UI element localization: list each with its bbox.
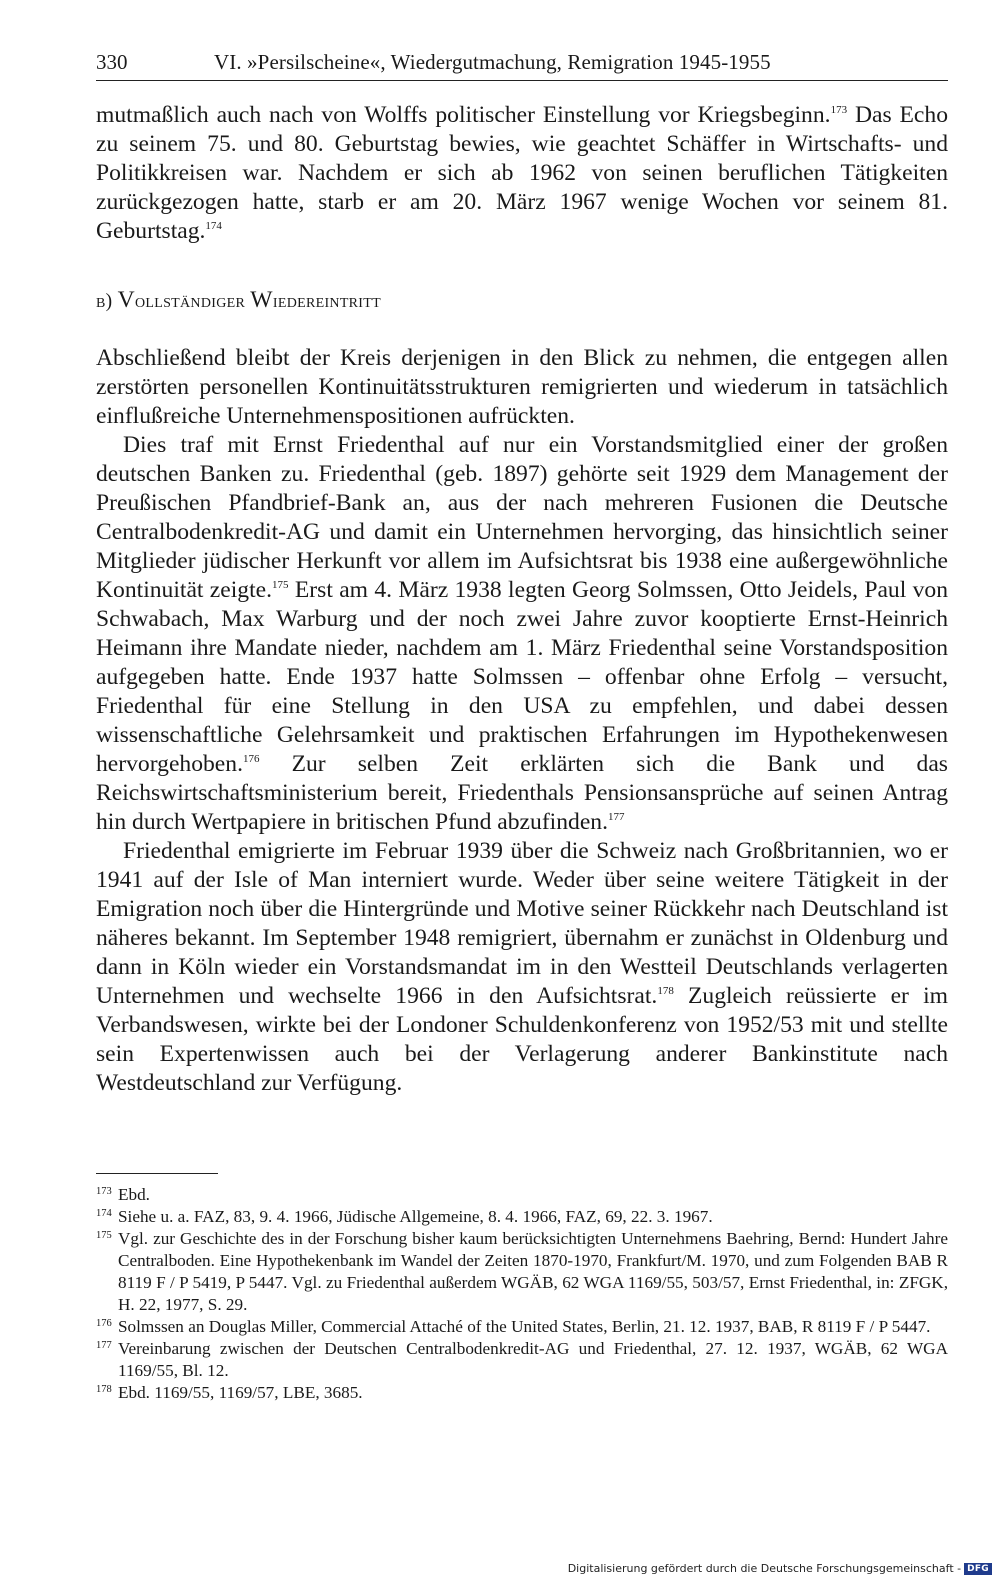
footnote: [96, 1316, 948, 1338]
page-number: 330: [96, 50, 128, 74]
footnote-number: 173: [96, 1186, 112, 1197]
header-rule: [96, 80, 948, 81]
footnote-text: Siehe u. a. FAZ, 83, 9. 4. 1966, Jüdische Allgemeine, 8. 4. 1966, FAZ, 69, 22. 3. 1967.: [118, 1207, 713, 1226]
paragraph-text: Das Echo zu seinem 75. und 80. Geburtstag bewies, wie geachtet Schäffer in Wirtschafts- und Politikkreisen war. Nachdem er sich ab 1962 von seinen beruflichen Tätigkeiten zurückgezogen hatte, starb er am 20. März 1967 wenige Wochen vor seinem 81. Geburtstag.: [96, 102, 949, 244]
footnote-number: 174: [96, 1208, 112, 1219]
footnote-number: 176: [96, 1318, 112, 1329]
dfg-logo: DFG: [964, 1563, 992, 1575]
footnote-number: 178: [96, 1384, 112, 1395]
footnote: [96, 1206, 948, 1228]
body-text: [96, 101, 948, 1098]
footnote-ref: 173: [830, 104, 848, 116]
footnote: [96, 1338, 948, 1382]
section-title-part: iedereintritt: [272, 291, 381, 312]
section-heading: [96, 286, 948, 316]
footnote-number: 177: [96, 1340, 112, 1351]
footnote-rule: [96, 1173, 218, 1174]
footnote-text: Solmssen an Douglas Miller, Commercial Attaché of the United States, Berlin, 21. 12. 1937, BAB, R 8119 F / P 5447.: [118, 1317, 931, 1336]
paragraph-text: Dies traf mit Ernst Friedenthal auf nur ein Vorstandsmitglied einer der großen deutschen Banken zu. Friedenthal (geb. 1897) gehörte seit 1929 dem Management der Preußischen Pfandbrief-Bank an, aus der nach mehreren Fusionen die Deutsche Centralbodenkredit-AG und damit ein Unternehmen hervorging, das hinsichtlich seiner Mitglieder jüdischer Herkunft vor allem im Aufsichtsrat bis 1938 eine außergewöhnliche Kontinuität zeigte.: [96, 432, 948, 603]
paragraph-text: Friedenthal emigrierte im Februar 1939 über die Schweiz nach Großbritannien, wo er 1941 auf der Isle of Man interniert wurde. Weder über seine weitere Tätigkeit in der Emigration noch über die Hintergründe und Motive seiner Rückkehr nach Deutschland ist näheres bekannt. Im September 1948 remigriert, übernahm er zunächst in Oldenburg und dann in Köln wieder ein Vorstandsmandat im in den Westteil Deutschlands verlagerten Unternehmen und wechselte 1966 in den Aufsichtsrat.: [96, 838, 948, 1009]
footnote-text: Vereinbarung zwischen der Deutschen Centralbodenkredit-AG und Friedenthal, 27. 12. 1937, WGÄB, 62 WGA 1169/55, Bl. 12.: [118, 1339, 948, 1380]
paragraph: [96, 344, 948, 431]
paragraph-text: Zugleich reüssierte er im Verbandswesen, wirkte bei der Londoner Schuldenkonferenz von 1952/53 mit und stellte sein Expertenwissen auch bei der Verlagerung anderer Bankinstitute nach Westdeutschland zur Verfügung.: [96, 983, 948, 1096]
footnote: [96, 1382, 948, 1404]
running-head: [96, 44, 948, 80]
footnote-number: 175: [96, 1230, 112, 1241]
credit-text: Digitalisierung gefördert durch die Deutsche Forschungsgemeinschaft -: [567, 1562, 962, 1575]
footnote-text: Vgl. zur Geschichte des in der Forschung bisher kaum berücksichtigten Unternehmens Baehring, Bernd: Hundert Jahre Centralboden. Eine Hypothekenbank im Wandel der Zeiten 1870-1970, Frankfurt/M. 1970, und zum Folgenden BAB R 8119 F / P 5419, P 5447. Vgl. zu Friedenthal außerdem WGÄB, 62 WGA 1169/55, 503/57, Ernst Friedenthal, in: ZFGK, H. 22, 1977, S. 29.: [118, 1229, 948, 1314]
footnote-ref: 177: [608, 811, 625, 823]
footnote-ref: 176: [242, 753, 260, 765]
footnote-text: Ebd. 1169/55, 1169/57, LBE, 3685.: [118, 1383, 363, 1402]
section-initial: V: [117, 287, 135, 313]
footnotes: [96, 1184, 948, 1404]
footnote: [96, 1184, 948, 1206]
section-initial: W: [250, 287, 273, 313]
paragraph: [96, 101, 948, 246]
footnote-ref: 174: [205, 220, 222, 232]
paragraph-text: Abschließend bleibt der Kreis derjenigen in den Blick zu nehmen, die entgegen allen zerstörten personellen Kontinuitätsstrukturen remigrierten und wiederum in tatsächlich einflußreiche Unternehmenspositionen aufrückten.: [96, 345, 948, 429]
footnote-ref: 178: [657, 985, 674, 997]
paragraph-text: Erst am 4. März 1938 legten Georg Solmssen, Otto Jeidels, Paul von Schwabach, Max Warburg und der noch zwei Jahre zuvor kooptierte Ernst-Heinrich Heimann ihre Mandate nieder, nachdem am 1. März Friedenthal seine Vorstandsposition aufgegeben hatte. Ende 1937 hatte Solmssen – offenbar ohne Erfolg – versucht, Friedenthal für eine Stellung in den USA zu empfehlen, und dabei dessen wissenschaftliche Gelehrsamkeit und praktischen Erfahrungen im Hypothekenwesen hervorgehoben.: [96, 577, 948, 777]
paragraph-text: mutmaßlich auch nach von Wolffs politischer Einstellung vor Kriegsbeginn.: [96, 102, 831, 128]
section-title-part: ollständiger: [134, 291, 251, 312]
footnote-ref: 175: [272, 579, 289, 591]
footnote: [96, 1228, 948, 1316]
digitization-credit: [568, 1562, 992, 1576]
paragraph: [96, 837, 948, 1098]
section-label: b): [96, 291, 113, 312]
running-title: VI. »Persilscheine«, Wiedergutmachung, Remigration 1945-1955: [214, 50, 771, 74]
paragraph: [96, 431, 948, 837]
paragraph-text: Zur selben Zeit erklärten sich die Bank und das Reichswirtschaftsministerium bereit, Friedenthals Pensionsansprüche auf seinen Antrag hin durch Wertpapiere in britischen Pfund abzufinden.: [96, 751, 948, 835]
footnote-text: Ebd.: [118, 1185, 150, 1204]
